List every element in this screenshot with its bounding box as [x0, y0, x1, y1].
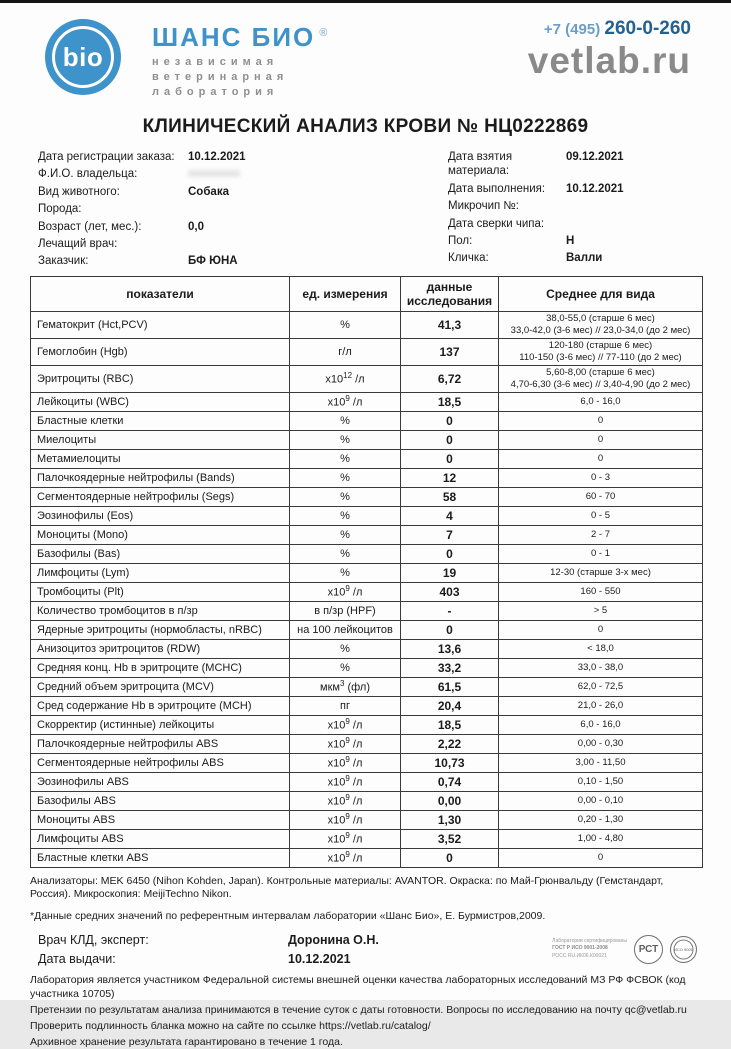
indicator-name: Лимфоциты (Lym): [31, 563, 290, 582]
result-value: 4: [401, 506, 499, 525]
col-header-results: данные исследования: [401, 276, 499, 311]
brand-subtitle-3: лаборатория: [152, 86, 279, 98]
info-value: БФ ЮНА: [188, 255, 238, 268]
result-value: 18,5: [401, 715, 499, 734]
reference-range: 0: [499, 449, 703, 468]
redacted-smudge: [188, 170, 240, 177]
table-row: [31, 677, 703, 696]
table-row: [31, 563, 703, 582]
scan-top-edge: [0, 0, 731, 3]
brand-name: ШАНС БИО: [152, 22, 316, 52]
table-row: [31, 620, 703, 639]
unit-cell: %: [290, 506, 401, 525]
phone-number: [528, 18, 691, 40]
result-value: 0: [401, 544, 499, 563]
unit-cell: $x10^9$ /л: [290, 392, 401, 411]
indicator-name: Бластные клетки: [31, 411, 290, 430]
reference-range: 0,00 - 0,30: [499, 734, 703, 753]
reference-range: 0 - 1: [499, 544, 703, 563]
info-label: Вид животного:: [38, 185, 120, 198]
result-value: 41,3: [401, 311, 499, 338]
unit-cell: $x10^9$ /л: [290, 582, 401, 601]
reference-range: 1,00 - 4,80: [499, 829, 703, 848]
certification-text: [552, 938, 627, 961]
info-label: Дата регистрации заказа:: [38, 151, 175, 163]
info-row: [448, 251, 711, 265]
result-value: 403: [401, 582, 499, 601]
table-row: [31, 772, 703, 791]
table-row: [31, 696, 703, 715]
info-label: Дата сверки чипа:: [448, 217, 545, 230]
bottom-note: Архивное хранение результата гарантировано в течение 1 года.: [30, 1036, 343, 1049]
col-header-reference: Среднее для вида: [499, 276, 703, 311]
indicator-name: Сред содержание Hb в эритроците (MCH): [31, 696, 290, 715]
info-value: Н: [566, 234, 575, 247]
analyzers-note: Анализаторы: MEK 6450 (Nihon Kohden, Japan). Контрольные материалы: AVANTOR. Окраска: по Май-Грюнвальду (Гемстандарт, Россия). Микроскопия: MeijiTechno Nikon.: [30, 874, 664, 901]
result-value: 1,30: [401, 810, 499, 829]
unit-cell: %: [290, 311, 401, 338]
indicator-name: Эозинофилы (Eos): [31, 506, 290, 525]
result-value: 0,74: [401, 772, 499, 791]
reference-range: 0 - 3: [499, 468, 703, 487]
table-row: [31, 639, 703, 658]
unit-cell: %: [290, 411, 401, 430]
table-row: [31, 525, 703, 544]
table-row: [31, 392, 703, 411]
bottom-note: Проверить подлинность бланка можно на сайте по ссылке https://vetlab.ru/catalog/: [30, 1020, 431, 1033]
reference-range: 6,0 - 16,0: [499, 392, 703, 411]
reference-range: 0 - 5: [499, 506, 703, 525]
indicator-name: Средний объем эритроцита (MCV): [31, 677, 290, 696]
website-url: vetlab.ru: [527, 40, 691, 81]
reference-note: *Данные средних значений по референтным интервалам лаборатории «Шанс Био», Е. Бурмистров,2009.: [30, 909, 546, 922]
unit-cell: $x10^9$ /л: [290, 810, 401, 829]
table-row: [31, 430, 703, 449]
unit-cell: г/л: [290, 338, 401, 365]
result-value: 13,6: [401, 639, 499, 658]
info-row: [38, 254, 448, 268]
info-label: Ф.И.О. владельца:: [38, 168, 138, 181]
indicator-name: Лейкоциты (WBC): [31, 392, 290, 411]
table-row: [31, 365, 703, 392]
result-value: 0: [401, 620, 499, 639]
phone-main: 260-0-260: [604, 18, 691, 39]
result-value: 3,52: [401, 829, 499, 848]
info-row: [38, 202, 448, 216]
reference-range: 60 - 70: [499, 487, 703, 506]
unit-cell: %: [290, 487, 401, 506]
unit-cell: $x10^9$ /л: [290, 772, 401, 791]
reference-range: 3,00 - 11,50: [499, 753, 703, 772]
unit-cell: %: [290, 468, 401, 487]
table-row: [31, 411, 703, 430]
table-row: [31, 848, 703, 867]
result-value: 0,00: [401, 791, 499, 810]
unit-cell: $x10^9$ /л: [290, 734, 401, 753]
signature-section: [0, 933, 731, 966]
patient-info-section: [0, 150, 731, 272]
result-value: 0: [401, 430, 499, 449]
table-row: [31, 734, 703, 753]
indicator-name: Базофилы ABS: [31, 791, 290, 810]
reference-range: 0,00 - 0,10: [499, 791, 703, 810]
table-row: [31, 715, 703, 734]
info-row: [38, 150, 448, 164]
reference-range: 38,0-55,0 (старше 6 мес) 33,0-42,0 (3-6 мес) // 23,0-34,0 (до 2 мес): [499, 311, 703, 338]
reference-range: 160 - 550: [499, 582, 703, 601]
reference-range: 0: [499, 848, 703, 867]
info-label: Заказчик:: [38, 255, 89, 268]
unit-cell: в п/зр (HPF): [290, 601, 401, 620]
indicator-name: Гематокрит (Hct,PCV): [31, 311, 290, 338]
result-value: 137: [401, 338, 499, 365]
unit-cell: $x10^{12}$ /л: [290, 365, 401, 392]
brand-subtitle-1: независимая: [152, 56, 279, 68]
registered-mark: ®: [319, 27, 330, 40]
info-row: [448, 199, 711, 213]
bottom-note: Лаборатория является участником Федеральной системы внешней оценки качества лабораторных исследований МЗ РФ ФСВОК (код участника 10705): [30, 973, 686, 1000]
unit-cell: $x10^9$ /л: [290, 753, 401, 772]
reference-range: 2 - 7: [499, 525, 703, 544]
info-label: Кличка:: [448, 252, 489, 265]
result-value: 18,5: [401, 392, 499, 411]
reference-range: 0: [499, 411, 703, 430]
indicator-name: Средняя конц. Hb в эритроците (MCHC): [31, 658, 290, 677]
brand-subtitle-2: ветеринарная: [152, 71, 289, 83]
unit-cell: мкм$^3$ (фл): [290, 677, 401, 696]
unit-cell: %: [290, 658, 401, 677]
indicator-name: Эритроциты (RBC): [31, 365, 290, 392]
table-row: [31, 810, 703, 829]
unit-cell: $x10^9$ /л: [290, 848, 401, 867]
info-label: Микрочип №:: [448, 200, 519, 213]
indicator-name: Палочкоядерные нейтрофилы ABS: [31, 734, 290, 753]
logo-text: bio: [62, 41, 104, 72]
indicator-name: Лимфоциты ABS: [31, 829, 290, 848]
table-header-row: [31, 276, 703, 311]
info-label: Лечащий врач:: [38, 237, 118, 250]
result-value: 58: [401, 487, 499, 506]
col-header-indicators: показатели: [31, 276, 290, 311]
result-value: 19: [401, 563, 499, 582]
result-value: -: [401, 601, 499, 620]
table-row: [31, 487, 703, 506]
info-right-column: [448, 150, 711, 272]
unit-cell: %: [290, 639, 401, 658]
indicator-name: Миелоциты: [31, 430, 290, 449]
result-value: 2,22: [401, 734, 499, 753]
result-value: 12: [401, 468, 499, 487]
results-table-body: [31, 311, 703, 867]
table-row: [31, 311, 703, 338]
info-value: 0,0: [188, 220, 204, 233]
unit-cell: %: [290, 544, 401, 563]
reference-range: > 5: [499, 601, 703, 620]
info-value: 10.12.2021: [566, 182, 624, 195]
unit-cell: пг: [290, 696, 401, 715]
table-row: [31, 601, 703, 620]
info-label: Дата выполнения:: [448, 182, 546, 195]
bottom-notes: [0, 973, 731, 1049]
report-title: КЛИНИЧЕСКИЙ АНАЛИЗ КРОВИ № НЦ0222869: [142, 116, 589, 137]
result-value: 20,4: [401, 696, 499, 715]
indicator-name: Метамиелоциты: [31, 449, 290, 468]
cert-line-1: Лаборатории сертифицированы: [552, 937, 627, 944]
indicator-name: Ядерные эритроциты (нормобласты, nRBC): [31, 620, 290, 639]
reference-range: 62,0 - 72,5: [499, 677, 703, 696]
result-value: 6,72: [401, 365, 499, 392]
indicator-name: Количество тромбоцитов в п/зр: [31, 601, 290, 620]
table-row: [31, 338, 703, 365]
info-left-column: [38, 150, 448, 272]
info-row: [448, 234, 711, 248]
table-row: [31, 544, 703, 563]
table-row: [31, 753, 703, 772]
result-value: 61,5: [401, 677, 499, 696]
report-header: [0, 0, 731, 98]
info-row: [448, 217, 711, 231]
indicator-name: Моноциты (Mono): [31, 525, 290, 544]
issue-date-label: Дата выдачи:: [38, 951, 116, 966]
indicator-name: Анизоцитоз эритроцитов (RDW): [31, 639, 290, 658]
results-table: [30, 276, 703, 868]
reference-range: 12-30 (старше 3-х мес): [499, 563, 703, 582]
reference-range: 6,0 - 16,0: [499, 715, 703, 734]
info-label: Дата взятия материала:: [448, 151, 513, 178]
unit-cell: %: [290, 449, 401, 468]
table-row: [31, 658, 703, 677]
unit-cell: $x10^9$ /л: [290, 791, 401, 810]
bottom-note: Претензии по результатам анализа принимаются в течение суток с даты готовности. Вопросы по исследованию на почту qc@vetlab.ru: [30, 1003, 687, 1016]
indicator-name: Гемоглобин (Hgb): [31, 338, 290, 365]
info-value: 10.12.2021: [188, 151, 246, 163]
reference-range: 0: [499, 620, 703, 639]
indicator-name: Эозинофилы ABS: [31, 772, 290, 791]
indicator-name: Палочкоядерные нейтрофилы (Bands): [31, 468, 290, 487]
iso-stamp-icon: ИСО 9001: [670, 936, 697, 963]
reference-range: 21,0 - 26,0: [499, 696, 703, 715]
result-value: 0: [401, 848, 499, 867]
indicator-name: Тромбоциты (Plt): [31, 582, 290, 601]
reference-range: 33,0 - 38,0: [499, 658, 703, 677]
table-row: [31, 582, 703, 601]
info-label: Пол:: [448, 234, 473, 247]
info-label: Возраст (лет, мес.):: [38, 220, 142, 233]
cert-line-2: ГОСТ Р ИСО 9001-2008: [552, 945, 608, 952]
issue-date-value: 10.12.2021: [288, 951, 351, 966]
table-row: [31, 829, 703, 848]
unit-cell: на 100 лейкоцитов: [290, 620, 401, 639]
info-row: [38, 167, 448, 181]
reference-range: < 18,0: [499, 639, 703, 658]
table-row: [31, 506, 703, 525]
indicator-name: Бластные клетки ABS: [31, 848, 290, 867]
result-value: 33,2: [401, 658, 499, 677]
info-row: [448, 150, 711, 179]
result-value: 0: [401, 411, 499, 430]
bio-logo-icon: [52, 26, 114, 88]
brand-block: [152, 16, 329, 98]
reference-range: 120-180 (старше 6 мес) 110-150 (3-6 мес) // 77-110 (до 2 мес): [499, 338, 703, 365]
doctor-name: Доронина О.Н.: [288, 932, 379, 947]
certification-block: [552, 935, 697, 964]
info-label: Порода:: [38, 203, 82, 216]
brand-title: [152, 22, 329, 53]
reference-range: 0,20 - 1,30: [499, 810, 703, 829]
info-value: Собака: [188, 185, 229, 198]
cert-line-3: РОСС RU.ИК06.К00021: [552, 952, 607, 959]
reference-range: 0: [499, 430, 703, 449]
info-row: [448, 182, 711, 196]
result-value: 10,73: [401, 753, 499, 772]
doctor-label: Врач КЛД, эксперт:: [38, 932, 149, 947]
result-value: 0: [401, 449, 499, 468]
unit-cell: $x10^9$ /л: [290, 715, 401, 734]
phone-prefix: +7 (495): [543, 21, 601, 38]
info-value: Валли: [566, 252, 603, 265]
info-row: [38, 220, 448, 234]
unit-cell: %: [290, 525, 401, 544]
unit-cell: $x10^9$ /л: [290, 829, 401, 848]
info-value: 09.12.2021: [566, 151, 624, 163]
rostest-stamp-icon: РСТ: [634, 935, 663, 964]
indicator-name: Сегментоядерные нейтрофилы ABS: [31, 753, 290, 772]
table-row: [31, 449, 703, 468]
col-header-units: ед. измерения: [290, 276, 401, 311]
contact-block: [528, 16, 691, 82]
result-value: 7: [401, 525, 499, 544]
indicator-name: Сегментоядерные нейтрофилы (Segs): [31, 487, 290, 506]
info-value: [188, 167, 240, 181]
unit-cell: %: [290, 563, 401, 582]
reference-range: 0,10 - 1,50: [499, 772, 703, 791]
info-row: [38, 185, 448, 199]
table-row: [31, 468, 703, 487]
unit-cell: %: [290, 430, 401, 449]
table-row: [31, 791, 703, 810]
indicator-name: Базофилы (Bas): [31, 544, 290, 563]
reference-range: 5,60-8,00 (старше 6 мес) 4,70-6,30 (3-6 мес) // 3,40-4,90 (до 2 мес): [499, 365, 703, 392]
info-row: [38, 237, 448, 251]
indicator-name: Скорректир (истинные) лейкоциты: [31, 715, 290, 734]
indicator-name: Моноциты ABS: [31, 810, 290, 829]
